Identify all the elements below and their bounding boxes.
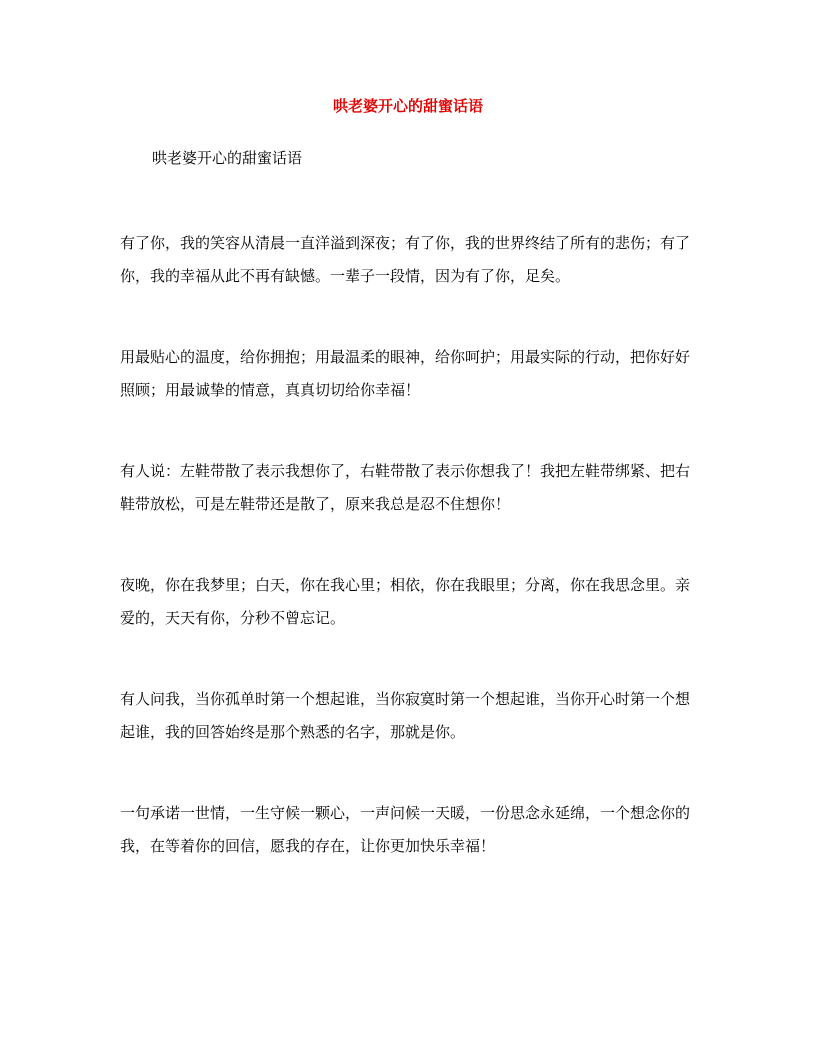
document-title: 哄老婆开心的甜蜜话语 (332, 97, 483, 115)
document-subtitle: 哄老婆开心的甜蜜话语 (152, 149, 303, 167)
paragraph: 有人说：左鞋带散了表示我想你了，右鞋带散了表示你想我了！我把左鞋带绑紧、把右鞋带放松，可是左鞋带还是散了，原来我总是忍不住想你！ (120, 462, 691, 513)
paragraph: 用最贴心的温度，给你拥抱；用最温柔的眼神，给你呵护；用最实际的行动，把你好好照顾；用最诚挚的情意，真真切切给你幸福！ (120, 348, 691, 399)
paragraph: 有人问我，当你孤单时第一个想起谁，当你寂寞时第一个想起谁，当你开心时第一个想起谁，我的回答始终是那个熟悉的名字，那就是你。 (120, 690, 691, 741)
paragraph: 一句承诺一世情，一生守候一颗心，一声问候一天暖，一份思念永延绵，一个想念你的我，在等着你的回信，愿我的存在，让你更加快乐幸福！ (120, 804, 691, 855)
paragraph: 有了你，我的笑容从清晨一直洋溢到深夜；有了你，我的世界终结了所有的悲伤；有了你，我的幸福从此不再有缺憾。一辈子一段情，因为有了你，足矣。 (120, 234, 691, 285)
paragraph: 夜晚，你在我梦里；白天，你在我心里；相依，你在我眼里；分离，你在我思念里。亲爱的，天天有你，分秒不曾忘记。 (120, 576, 691, 627)
